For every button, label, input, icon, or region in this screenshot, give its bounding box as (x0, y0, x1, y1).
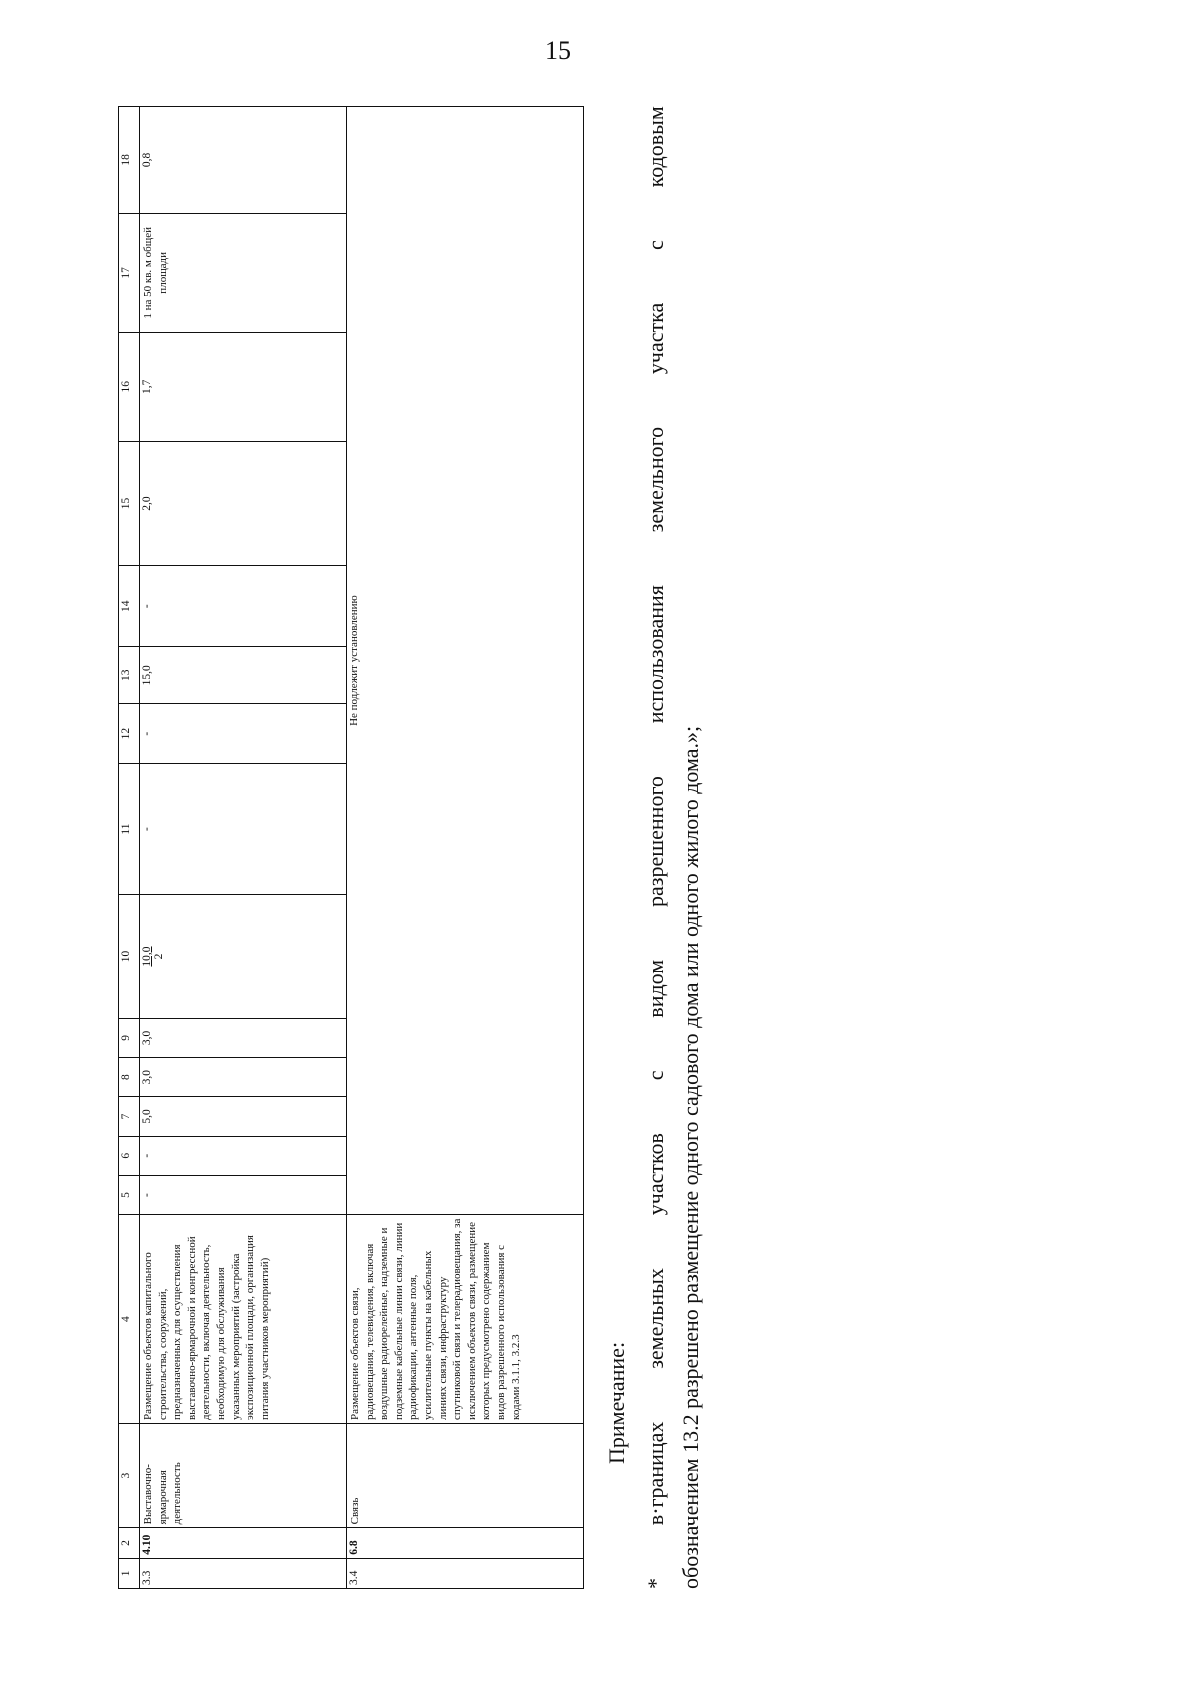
table-row (347, 107, 584, 1589)
note-line-2: обозначением 13.2 разрешено размещение одного садового дома или одного жилого дома.»; (678, 725, 703, 1589)
code-cell: 4.10 (140, 1528, 347, 1558)
value-cell: 0,8 (140, 107, 347, 214)
value-cell: 3,0 (140, 1058, 347, 1097)
merged-not-established-cell: Не подлежит установлению (347, 107, 584, 1215)
note-word: использования (643, 585, 668, 724)
column-number: 12 (119, 704, 140, 764)
page-number: 15 (545, 36, 571, 65)
column-number: 16 (119, 332, 140, 441)
note-word: земельного (643, 426, 668, 533)
use-type-cell: Связь (347, 1423, 584, 1527)
value-cell: - (140, 704, 347, 764)
note-word: земельных (643, 1268, 668, 1369)
value-cell: 2,0 (140, 441, 347, 566)
value-cell: - (140, 566, 347, 647)
note-line-1 (643, 106, 669, 1589)
value-cell: - (140, 763, 347, 894)
value-cell: 5,0 (140, 1097, 347, 1136)
regulations-table (118, 106, 584, 1589)
column-number: 4 (119, 1215, 140, 1424)
column-number: 13 (119, 647, 140, 704)
note-word: * (643, 1578, 668, 1589)
note-word: разрешенного (643, 776, 668, 908)
fraction-numerator: 10,0 (141, 946, 153, 967)
fraction-cell (140, 895, 347, 1019)
note-word: участка (643, 302, 668, 375)
column-number: 6 (119, 1136, 140, 1175)
note-word: с (643, 1070, 668, 1081)
row-number-cell: 3.3 (140, 1558, 347, 1588)
code-cell: 6.8 (347, 1528, 584, 1558)
rotated-sheet (118, 106, 1118, 1589)
fraction (141, 946, 165, 966)
column-number: 3 (119, 1423, 140, 1527)
column-number: 11 (119, 763, 140, 894)
note-word: видом (643, 959, 668, 1018)
value-cell: 1 на 50 кв. м общей площади (140, 213, 347, 332)
column-number: 9 (119, 1018, 140, 1057)
value-cell: - (140, 1175, 347, 1214)
column-number: 17 (119, 213, 140, 332)
note-word: участков (643, 1133, 668, 1216)
description-cell: Размещение объектов связи, радиовещания, телевидения, включая воздушные радиорелейные, надземные и подземные кабельные линии связи, линии радиофикации, антенные поля, усилительные пункты на кабельных линиях связи, инфраструктуру спутниковой связи и телерадиовещания, за исключением объектов связи, размещение которых предусмотрено содержанием видов разрешенного использования с кодами 3.1.1, 3.2.3 (347, 1215, 584, 1424)
value-cell: 3,0 (140, 1018, 347, 1057)
note-word: в·границах (643, 1421, 668, 1526)
note-heading: Примечание: (604, 1341, 629, 1464)
column-number: 8 (119, 1058, 140, 1097)
column-number: 2 (119, 1528, 140, 1558)
column-number: 18 (119, 107, 140, 214)
column-number: 10 (119, 895, 140, 1019)
column-number: 7 (119, 1097, 140, 1136)
value-cell: 15,0 (140, 647, 347, 704)
value-cell: - (140, 1136, 347, 1175)
column-number-row (119, 107, 140, 1589)
note-word: кодовым (643, 106, 668, 188)
column-number: 5 (119, 1175, 140, 1214)
fraction-denominator: 2 (153, 953, 166, 960)
column-number: 15 (119, 441, 140, 566)
column-number: 14 (119, 566, 140, 647)
row-number-cell: 3.4 (347, 1558, 584, 1588)
value-cell: 1,7 (140, 332, 347, 441)
note-word: с (643, 240, 668, 250)
use-type-cell: Выставочно-ярмарочная деятельность (140, 1423, 347, 1527)
table-row (140, 107, 347, 1589)
description-cell: Размещение объектов капитального строительства, сооружений, предназначенных для осуществления выставочно-ярмарочной и конгрессной деятельности, включая деятельность, необходимую для обслуживания указанных мероприятий (застройка экспозиционной площади, организация питания участников мероприятий) (140, 1215, 347, 1424)
column-number: 1 (119, 1558, 140, 1588)
